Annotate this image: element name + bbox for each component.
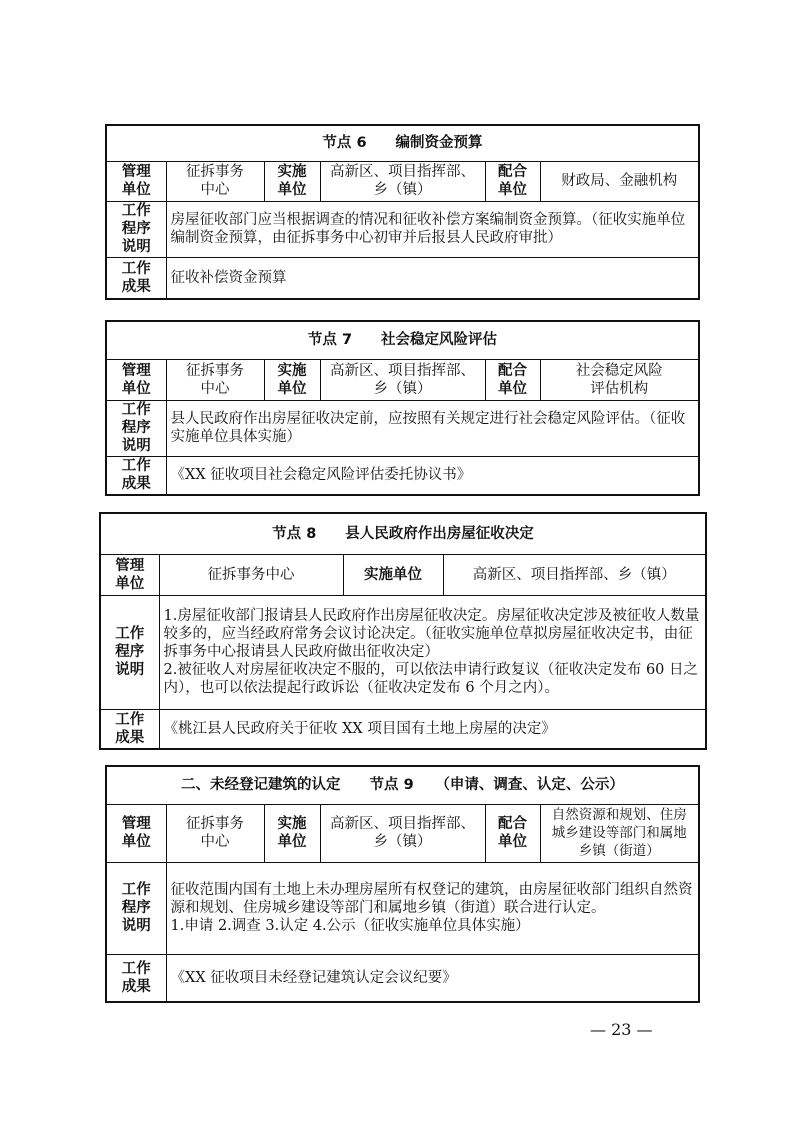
node9-result-text: 《XX 征收项目未经登记建筑认定会议纪要》 xyxy=(166,954,698,1001)
node7-title: 节点 7 社会稳定风险评估 xyxy=(107,322,698,359)
node6-impl-label: 实施 单位 xyxy=(264,161,320,201)
page-number: — 23 — xyxy=(590,1020,653,1039)
node8-impl-label: 实施单位 xyxy=(343,554,443,595)
node9-coop-value: 自然资源和规划、住房 城乡建设等部门和属地 乡镇（街道） xyxy=(540,804,698,862)
node9-impl-value: 高新区、项目指挥部、 乡（镇） xyxy=(320,804,485,862)
node8-mgmt-label: 管理 单位 xyxy=(101,554,159,595)
node9-proc-text-2: 1.申请 2.调查 3.认定 4.公示（征收实施单位具体实施） xyxy=(170,918,530,934)
node9-proc-label: 工作 程序 说明 xyxy=(107,862,166,954)
node8-impl-value: 高新区、项目指挥部、乡（镇） xyxy=(443,554,705,595)
node7-impl-label: 实施 单位 xyxy=(264,359,320,400)
node6-table xyxy=(105,124,700,300)
node7-result-text: 《XX 征收项目社会稳定风险评估委托协议书》 xyxy=(166,456,698,494)
node6-proc-label: 工作 程序 说明 xyxy=(107,201,166,257)
node7-coop-label: 配合 单位 xyxy=(485,359,540,400)
node6-title: 节点 6 编制资金预算 xyxy=(107,126,698,161)
node9-result-label: 工作 成果 xyxy=(107,954,166,1001)
node7-proc-label: 工作 程序 说明 xyxy=(107,400,166,456)
node6-impl-value: 高新区、项目指挥部、 乡（镇） xyxy=(320,161,485,201)
node9-coop-label: 配合 单位 xyxy=(485,804,540,862)
node9-proc-text xyxy=(166,862,698,954)
node7-coop-value: 社会稳定风险 评估机构 xyxy=(540,359,698,400)
node7-mgmt-label: 管理 单位 xyxy=(107,359,166,400)
node6-mgmt-value: 征拆事务 中心 xyxy=(166,161,264,201)
node8-proc-text xyxy=(159,595,705,709)
node7-impl-value: 高新区、项目指挥部、 乡（镇） xyxy=(320,359,485,400)
node9-impl-label: 实施 单位 xyxy=(264,804,320,862)
node6-mgmt-label: 管理 单位 xyxy=(107,161,166,201)
node7-result-label: 工作 成果 xyxy=(107,456,166,494)
node7-proc-text: 县人民政府作出房屋征收决定前，应按照有关规定进行社会稳定风险评估。（征收实施单位具体实施） xyxy=(166,400,698,456)
node8-table xyxy=(99,512,707,750)
node8-result-label: 工作 成果 xyxy=(101,709,159,748)
node8-proc-text-2: 2.被征收人对房屋征收决定不服的，可以依法申请行政复议（征收决定发布 60 日之内），也可以依法提起行政诉讼（征收决定发布 6 个月之内）。 xyxy=(163,662,699,696)
node9-mgmt-value: 征拆事务 中心 xyxy=(166,804,264,862)
node6-coop-label: 配合 单位 xyxy=(485,161,540,201)
node7-mgmt-value: 征拆事务 中心 xyxy=(166,359,264,400)
node8-proc-text-1: 1.房屋征收部门报请县人民政府作出房屋征收决定。房屋征收决定涉及被征收人数量较多的，应当经政府常务会议讨论决定。（征收实施单位草拟房屋征收决定书，由征拆事务中心报请县人民政府做出征收决定） xyxy=(163,608,700,660)
node9-title: 二、未经登记建筑的认定 节点 9 （申请、调查、认定、公示） xyxy=(107,767,698,804)
node9-mgmt-label: 管理 单位 xyxy=(107,804,166,862)
node6-result-label: 工作 成果 xyxy=(107,257,166,298)
node9-proc-text-1: 征收范围内国有土地上未办理房屋所有权登记的建筑，由房屋征收部门组织自然资源和规划、住房城乡建设等部门和属地乡镇（街道）联合进行认定。 xyxy=(170,882,693,916)
node6-coop-value: 财政局、金融机构 xyxy=(540,161,698,201)
node9-table xyxy=(105,765,700,1003)
node7-table xyxy=(105,320,700,496)
node6-result-text: 征收补偿资金预算 xyxy=(166,257,698,298)
node8-title: 节点 8 县人民政府作出房屋征收决定 xyxy=(101,514,705,554)
node6-proc-text: 房屋征收部门应当根据调查的情况和征收补偿方案编制资金预算。（征收实施单位编制资金预算，由征拆事务中心初审并后报县人民政府审批） xyxy=(166,201,698,257)
node8-proc-label: 工作 程序 说明 xyxy=(101,595,159,709)
node8-result-text: 《桃江县人民政府关于征收 XX 项目国有土地上房屋的决定》 xyxy=(159,709,705,748)
node8-mgmt-value: 征拆事务中心 xyxy=(159,554,343,595)
